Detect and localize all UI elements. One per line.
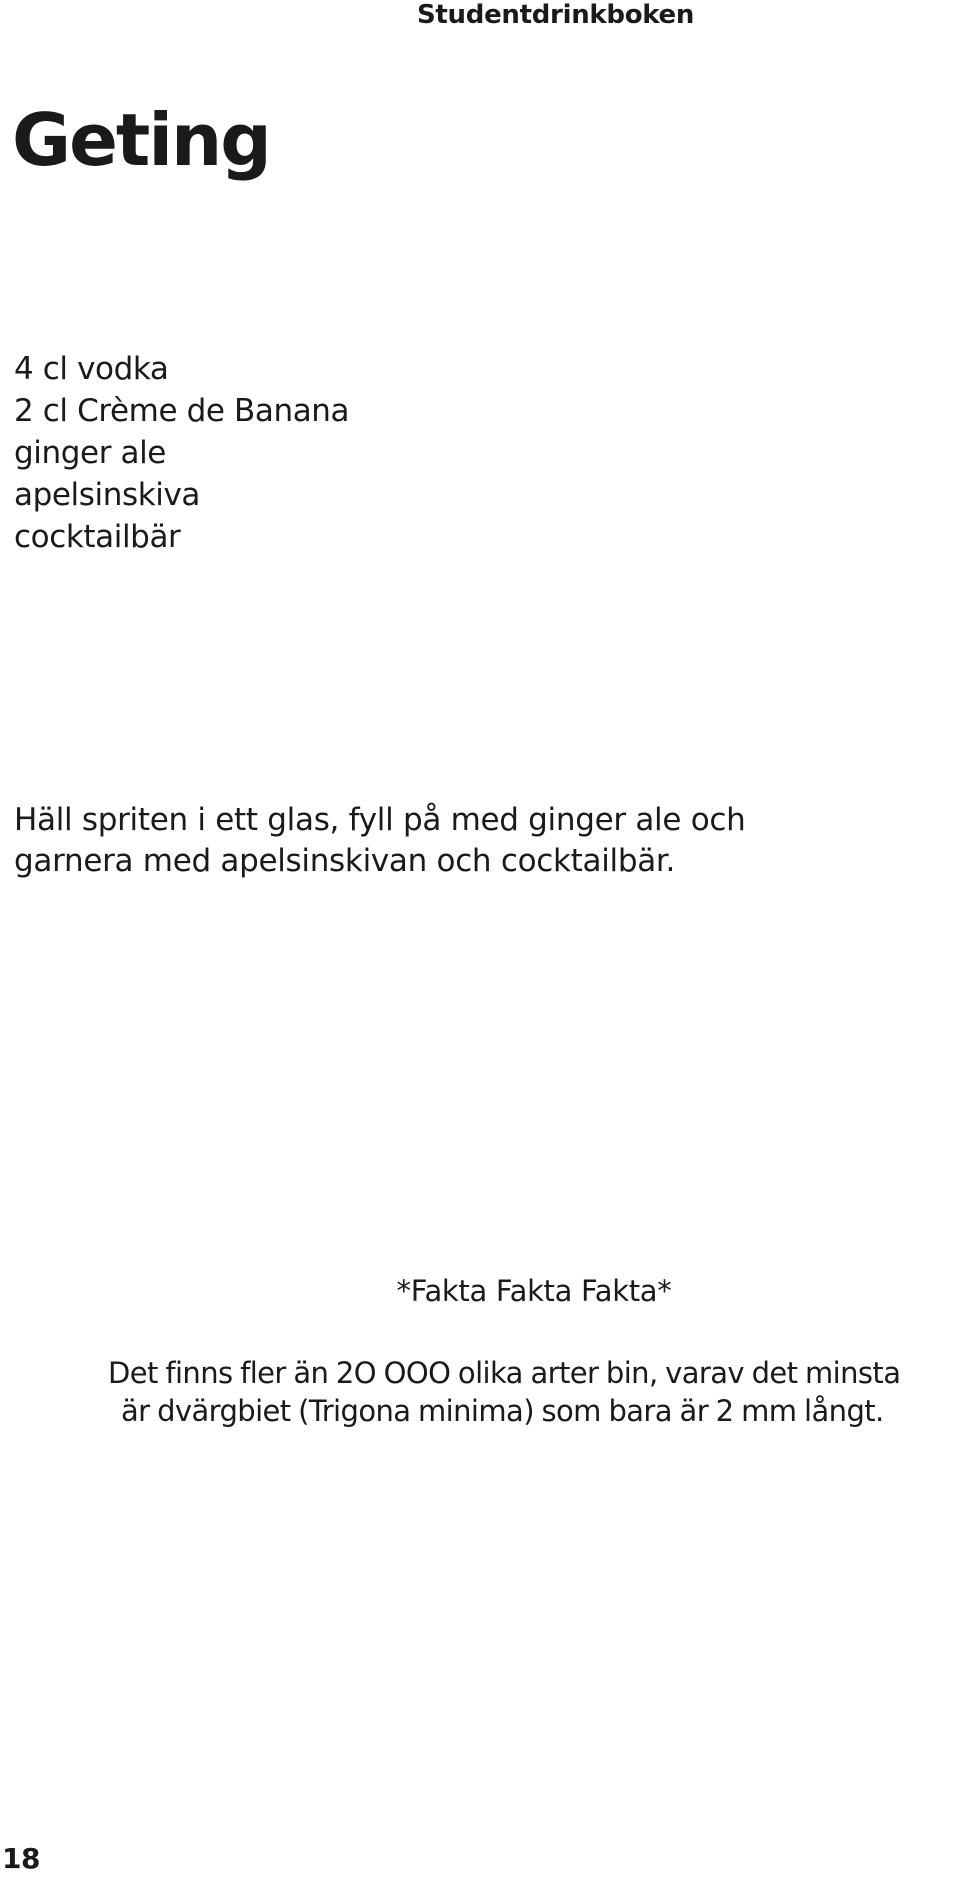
instruction-line: garnera med apelsinskivan och cocktailbär. <box>14 843 676 879</box>
recipe-title: Geting <box>12 98 270 182</box>
fact-heading: *Fakta Fakta Fakta* <box>396 1274 672 1308</box>
ingredient-list <box>14 348 349 558</box>
ingredient-item: ginger ale <box>14 435 166 471</box>
recipe-instructions <box>14 800 914 882</box>
fact-line: är dvärgbiet (Trigona minima) som bara är 2 mm långt. <box>121 1394 884 1428</box>
fact-line: Det finns fler än 2O OOO olika arter bin, varav det minsta <box>108 1356 901 1390</box>
page-number: 18 <box>2 1842 40 1875</box>
ingredient-item: 4 cl vodka <box>14 351 169 387</box>
ingredient-item: cocktailbär <box>14 519 181 555</box>
ingredient-item: apelsinskiva <box>14 477 201 513</box>
running-header: Studentdrinkboken <box>417 0 695 30</box>
ingredient-item: 2 cl Crème de Banana <box>14 393 350 429</box>
instruction-line: Häll spriten i ett glas, fyll på med ginger ale och <box>14 802 746 838</box>
fact-text <box>108 1354 960 1430</box>
